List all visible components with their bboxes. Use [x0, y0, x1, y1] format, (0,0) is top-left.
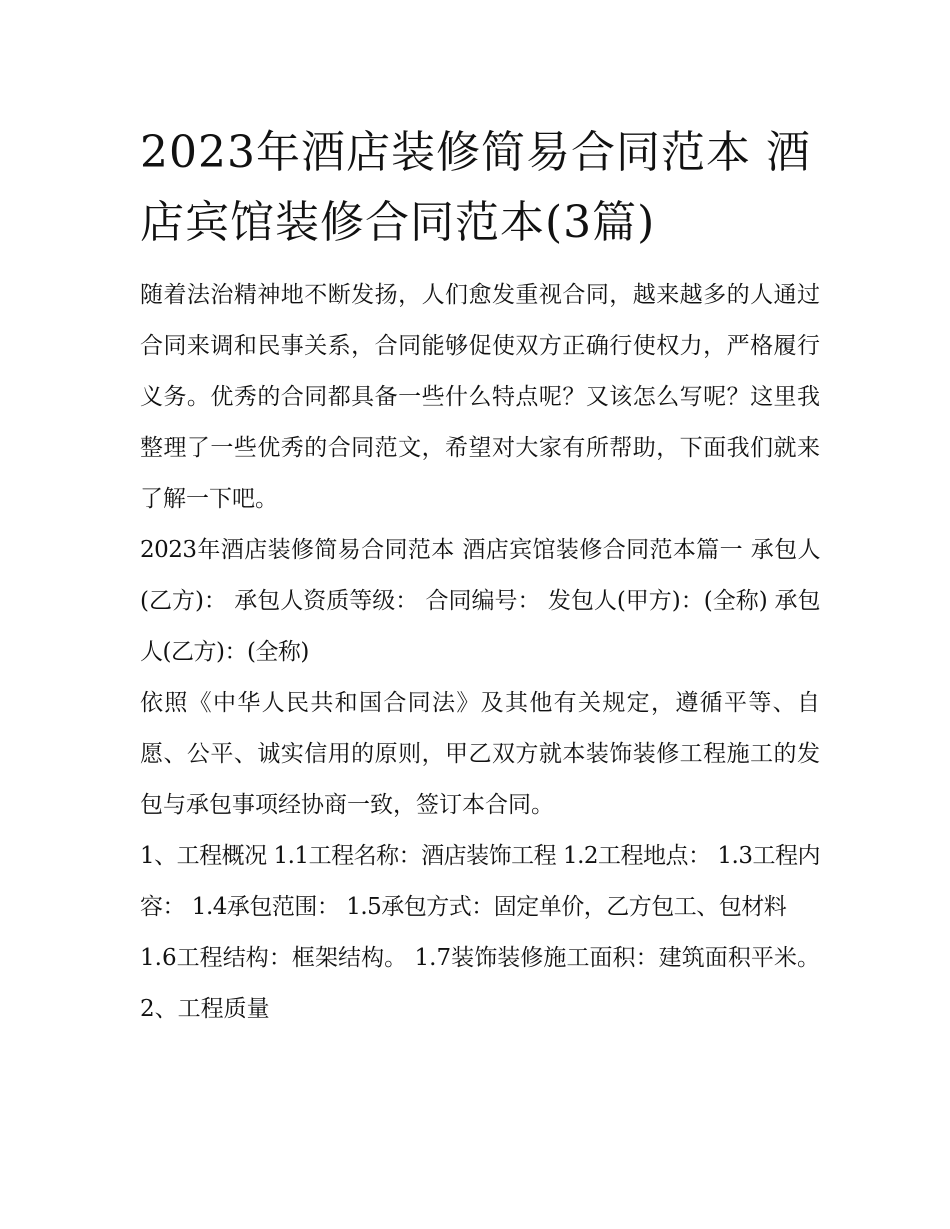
contract-header-paragraph: 2023年酒店装修简易合同范本 酒店宾馆装修合同范本篇一 承包人(乙方)： 承包人资质等级： 合同编号： 发包人(甲方)：(全称) 承包人(乙方)：(全称) — [140, 537, 820, 665]
legal-basis-paragraph: 依照《中华人民共和国合同法》及其他有关规定，遵循平等、自愿、公平、诚实信用的原则，甲乙双方就本装饰装修工程施工的发包与承包事项经协商一致，签订本合同。 — [140, 690, 820, 818]
intro-paragraph: 随着法治精神地不断发扬，人们愈发重视合同，越来越多的人通过合同来调和民事关系，合同能够促使双方正确行使权力，严格履行义务。优秀的合同都具备一些什么特点呢？又该怎么写呢？这里我整理了一些优秀的合同范文，希望对大家有所帮助，下面我们就来了解一下吧。 — [140, 282, 820, 512]
document-page — [140, 118, 820, 1035]
project-structure-paragraph: 1.6工程结构：框架结构。 1.7装饰装修施工面积：建筑面积平米。 2、工程质量 — [140, 945, 820, 1022]
project-overview-paragraph: 1、工程概况 1.1工程名称：酒店装饰工程 1.2工程地点： 1.3工程内容： 1.4承包范围： 1.5承包方式：固定单价，乙方包工、包材料 — [140, 843, 820, 920]
document-title: 2023年酒店装修简易合同范本 酒店宾馆装修合同范本(3篇) — [140, 127, 811, 248]
document-body — [140, 270, 820, 1035]
